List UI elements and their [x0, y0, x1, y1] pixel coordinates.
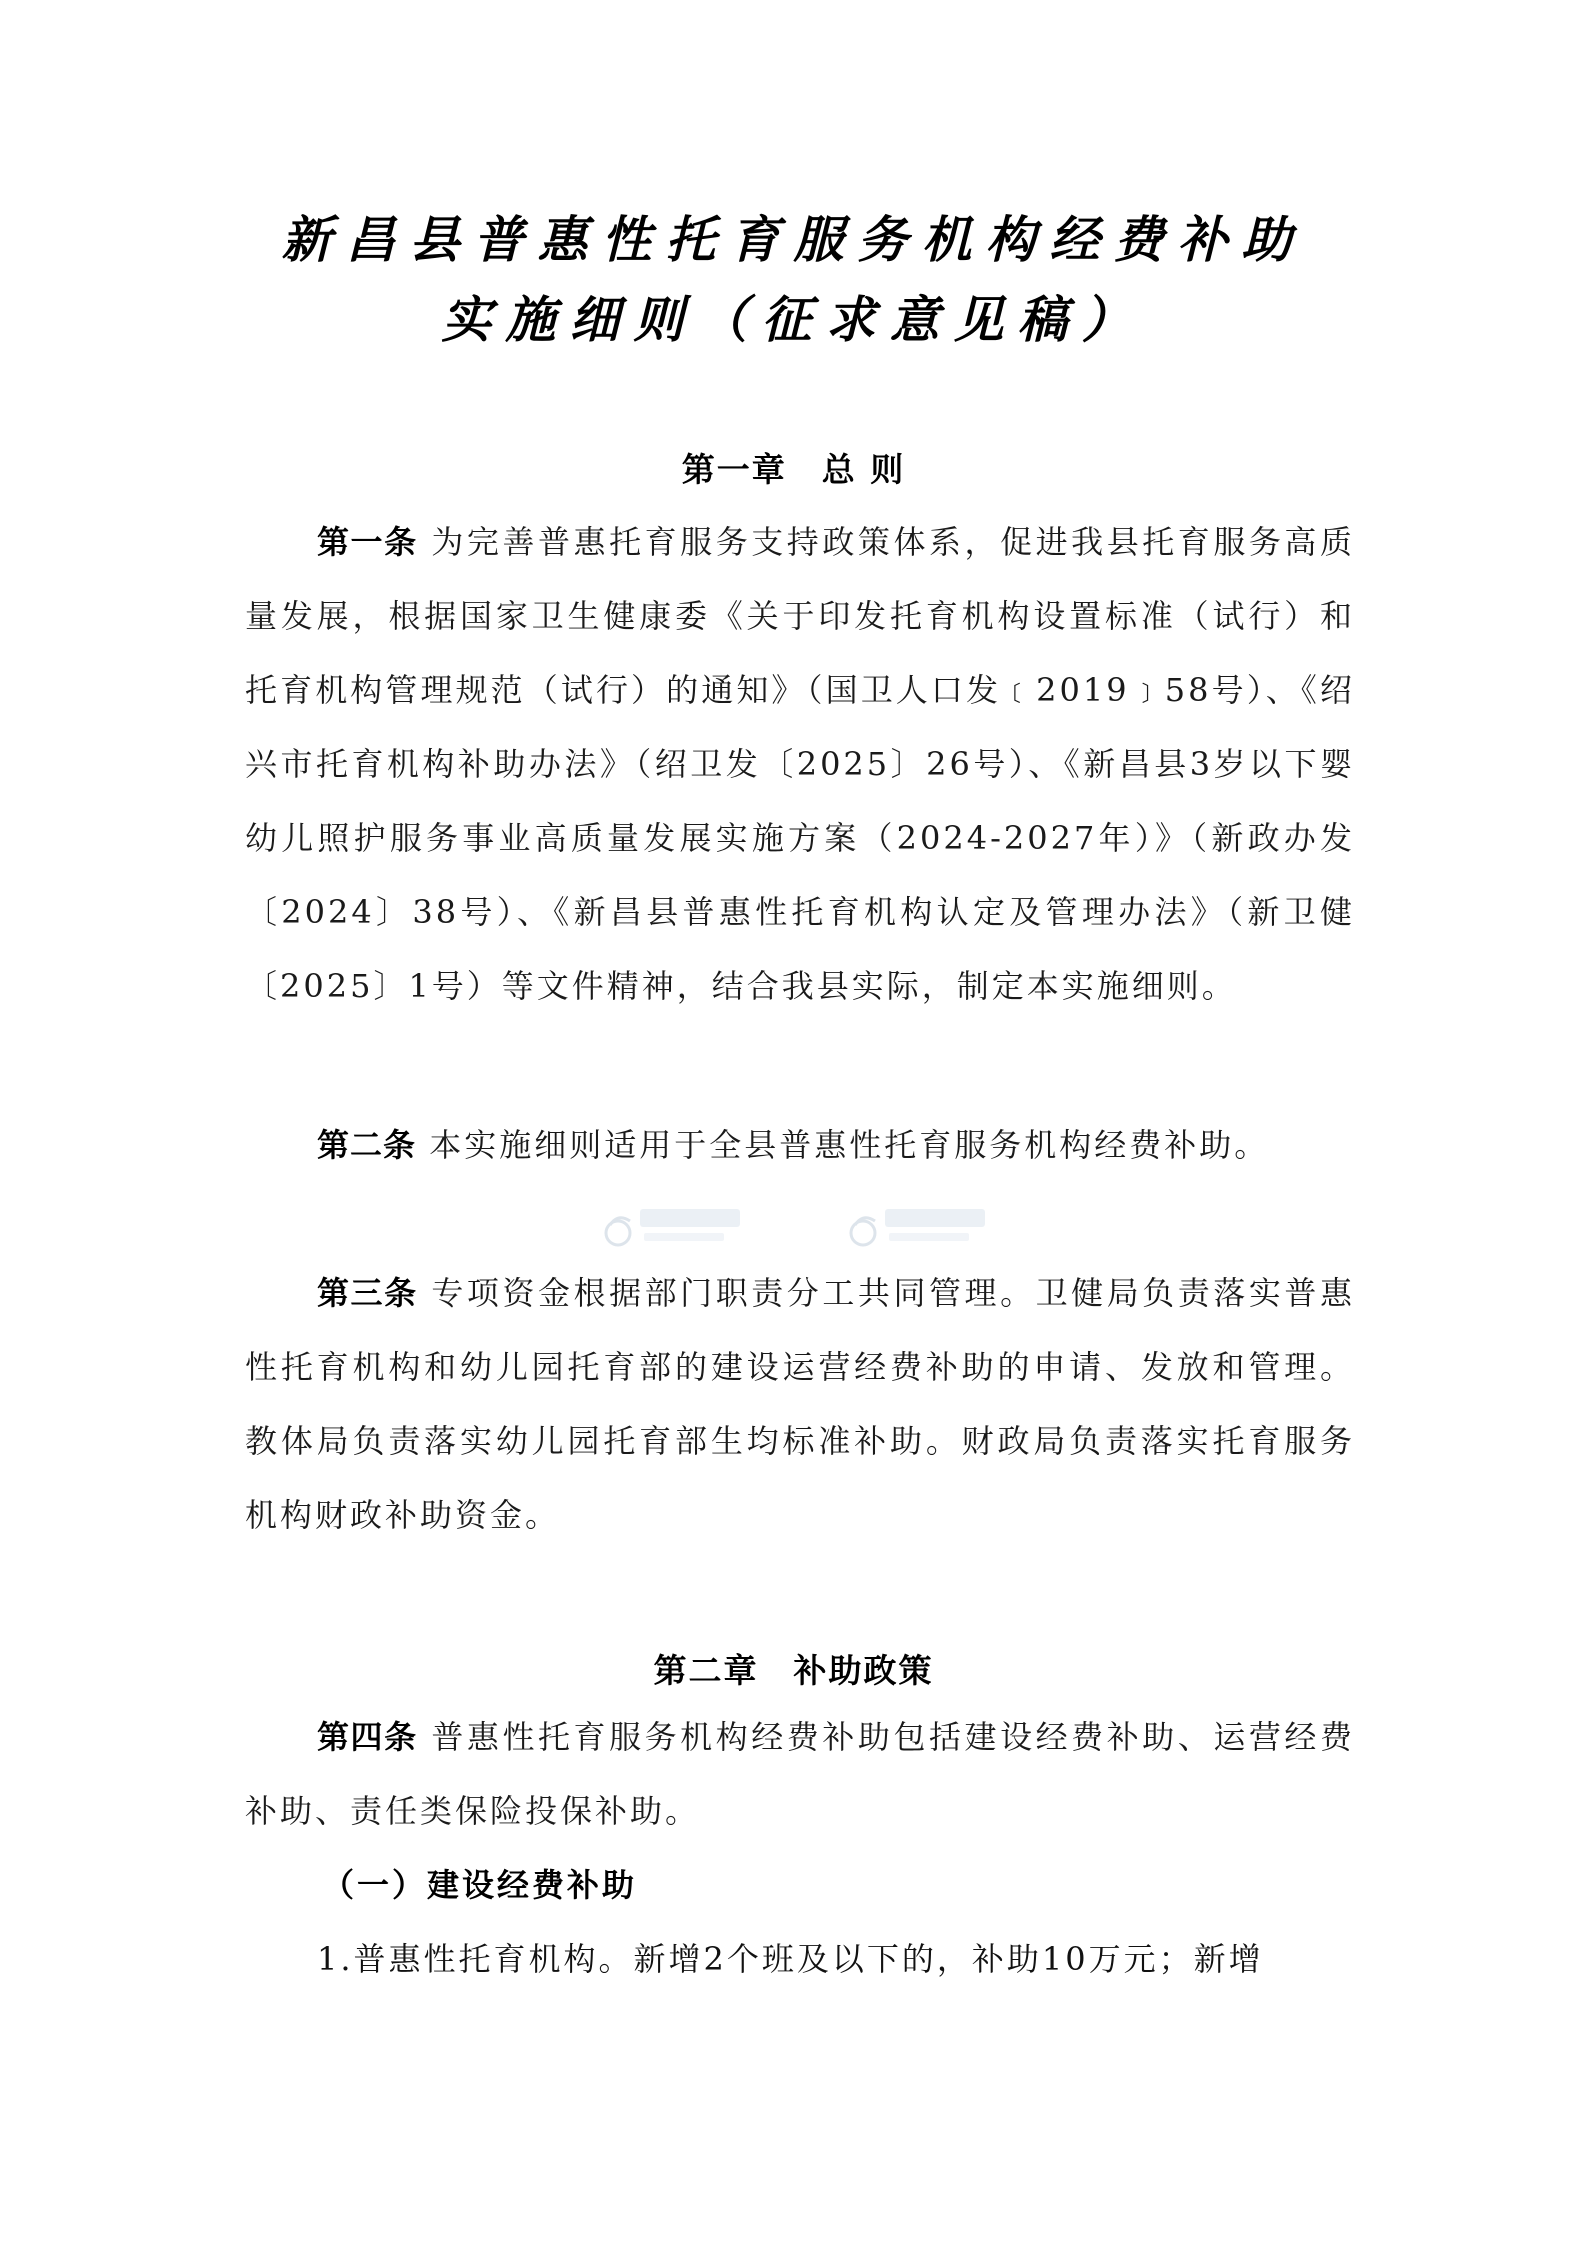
chapter-heading-1: 第一章 总 则 — [681, 450, 906, 489]
article-2 — [245, 1108, 1355, 1182]
article-3-label: 第三条 — [317, 1274, 418, 1312]
article-3-text: 专项资金根据部门职责分工共同管理。卫健局负责落实普惠性托育机构和幼儿园托育部的建设运营经费补助的申请、发放和管理。教体局负责落实幼儿园托育部生均标准补助。财政局负责落实托育服务机构财政补助资金。 — [245, 1274, 1355, 1534]
article-1-text: 为完善普惠托育服务支持政策体系，促进我县托育服务高质量发展，根据国家卫生健康委《关于印发托育机构设置标准（试行）和托育机构管理规范（试行）的通知》（国卫人口发﹝2019﹞58号）、《绍兴市托育机构补助办法》（绍卫发〔2025〕26号）、《新昌县3岁以下婴幼儿照护服务事业高质量发展实施方案（2024-2027年）》（新政办发〔2024〕38号）、《新昌县普惠性托育机构认定及管理办法》（新卫健〔2025〕1号）等文件精神，结合我县实际，制定本实施细则。 — [245, 523, 1355, 1005]
document-title-line1: 新昌县普惠性托育服务机构经费补助 — [281, 210, 1306, 269]
subsection-heading: （一）建设经费补助 — [322, 1866, 638, 1904]
article-4-label: 第四条 — [317, 1718, 418, 1756]
list-item-1: 1.普惠性托育机构。新增2个班及以下的，补助10万元；新增 — [317, 1940, 1264, 1978]
article-4 — [245, 1700, 1355, 1848]
article-1-label: 第一条 — [317, 523, 418, 561]
article-2-label: 第二条 — [317, 1126, 417, 1164]
article-1 — [245, 505, 1355, 1023]
site-watermark-icon — [845, 1195, 995, 1255]
document-title-line2: 实施细则（征求意见稿） — [441, 290, 1146, 349]
chapter-heading-2: 第二章 补助政策 — [653, 1651, 934, 1690]
article-4-text: 普惠性托育服务机构经费补助包括建设经费补助、运营经费补助、责任类保险投保补助。 — [245, 1718, 1355, 1830]
article-3 — [245, 1256, 1355, 1552]
article-2-text: 本实施细则适用于全县普惠性托育服务机构经费补助。 — [429, 1126, 1270, 1164]
site-watermark-icon — [600, 1195, 750, 1255]
